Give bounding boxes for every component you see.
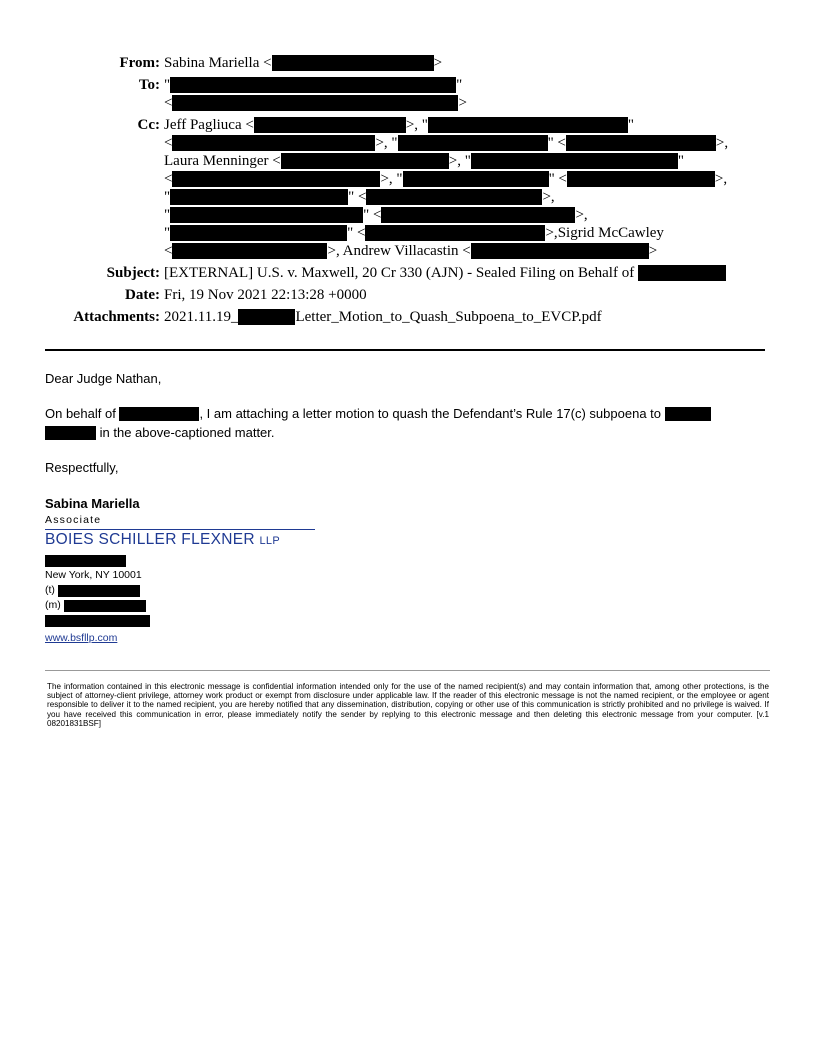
attachments-label: Attachments: xyxy=(73,309,160,325)
from-label: From: xyxy=(119,55,160,71)
redaction-block xyxy=(272,55,434,71)
closing: Respectfully, xyxy=(45,460,119,475)
redaction-block xyxy=(567,171,715,187)
cc-line: " " < >,Sigrid McCawley xyxy=(164,225,664,241)
cc-name: Jeff Pagliuca < xyxy=(164,117,254,133)
cc-label: Cc: xyxy=(137,117,160,133)
confidentiality-disclaimer: The information contained in this electronic message is confidential information intended only for the use of the named recipient(s) and may contain information that, among other protections, is the subject of attorney-client privilege, attorney work product or exempt from disclosure under applicable law. If the reader of this electronic message is not the named recipient, or the employee or agent responsible to deliver it to the named recipient, you are hereby notified that any dissemination, distribution, copying or other use of this communication is strictly prohibited and no privilege is waived. If you have received this communication in error, please immediately notify the sender by replying to this electronic message and then deleting this electronic message from your computer. [v.1 08201831BSF] xyxy=(47,682,769,728)
attachment-suffix: Letter_Motion_to_Quash_Subpoena_to_EVCP.pdf xyxy=(295,309,602,325)
date-value: Fri, 19 Nov 2021 22:13:28 +0000 xyxy=(164,287,367,303)
signature-name: Sabina Mariella xyxy=(45,496,140,511)
attachment-prefix: 2021.11.19_ xyxy=(164,309,239,325)
redaction-block xyxy=(170,77,456,93)
redaction-block xyxy=(170,225,347,241)
redaction-block xyxy=(428,117,628,133)
redaction-block xyxy=(365,225,545,241)
redaction-block xyxy=(172,243,327,259)
redaction-block xyxy=(172,171,380,187)
body-paragraph: in the above-captioned matter. xyxy=(45,424,275,442)
from-name: Sabina Mariella < xyxy=(164,55,272,71)
subject-line xyxy=(164,264,726,282)
subject-label: Subject: xyxy=(106,265,160,281)
cc-line: " " < >, xyxy=(164,207,588,223)
attachment-line[interactable] xyxy=(164,308,602,326)
footer-divider xyxy=(45,670,770,671)
redaction-block xyxy=(254,117,406,133)
cc-line: < >, " " < >, xyxy=(164,135,729,151)
date-label: Date: xyxy=(125,287,160,303)
signature-title: Associate xyxy=(45,514,102,526)
redaction-block xyxy=(170,207,363,223)
redaction-block xyxy=(398,135,548,151)
redaction-block xyxy=(566,135,716,151)
cc-line: Laura Menninger < >, " " xyxy=(164,153,684,169)
to-line: < > xyxy=(164,95,467,111)
cc-name: , Andrew Villacastin < xyxy=(335,243,471,259)
signature-divider xyxy=(45,529,315,530)
greeting: Dear Judge Nathan, xyxy=(45,371,162,386)
from-line: Sabina Mariella < > xyxy=(164,55,443,71)
redaction-block xyxy=(172,135,375,151)
cc-line: < >, " " < >, xyxy=(164,171,728,187)
cc-line: < >, Andrew Villacastin < > xyxy=(164,243,658,259)
subject-text: [EXTERNAL] U.S. v. Maxwell, 20 Cr 330 (AJN) - Sealed Filing on Behalf of xyxy=(164,265,635,281)
body-paragraph: On behalf of , I am attaching a letter motion to quash the Defendant’s Rule 17(c) subpoena to xyxy=(45,405,711,423)
signature-city: New York, NY 10001 xyxy=(45,569,142,581)
date-line xyxy=(164,286,367,304)
redaction-block xyxy=(172,95,458,111)
to-label: To: xyxy=(138,77,160,93)
redaction-block xyxy=(381,207,575,223)
redaction-block xyxy=(238,309,295,325)
cc-name: Laura Menninger < xyxy=(164,153,281,169)
firm-name: BOIES SCHILLER FLEXNER LLP xyxy=(45,531,280,548)
redaction-block xyxy=(471,243,649,259)
website-link[interactable]: www.bsfllp.com xyxy=(45,632,118,644)
cc-name: Sigrid McCawley xyxy=(557,225,664,241)
redaction-block xyxy=(45,615,150,627)
cc-line: Jeff Pagliuca < >, " " xyxy=(164,117,635,133)
redaction-block xyxy=(170,189,348,205)
redaction-block xyxy=(638,265,726,281)
to-line: " " xyxy=(164,77,463,93)
redaction-block xyxy=(45,555,126,567)
cc-line: " " < >, xyxy=(164,189,555,205)
redaction-block xyxy=(471,153,678,169)
redaction-block xyxy=(366,189,542,205)
redaction-block xyxy=(119,407,199,421)
redaction-block xyxy=(45,426,96,440)
redaction-block xyxy=(665,407,711,421)
header-divider xyxy=(45,349,765,351)
redaction-block xyxy=(64,600,146,612)
redaction-block xyxy=(58,585,140,597)
signature-phone-m: (m) xyxy=(45,599,146,612)
signature-phone-t: (t) xyxy=(45,584,140,597)
redaction-block xyxy=(403,171,549,187)
redaction-block xyxy=(281,153,449,169)
